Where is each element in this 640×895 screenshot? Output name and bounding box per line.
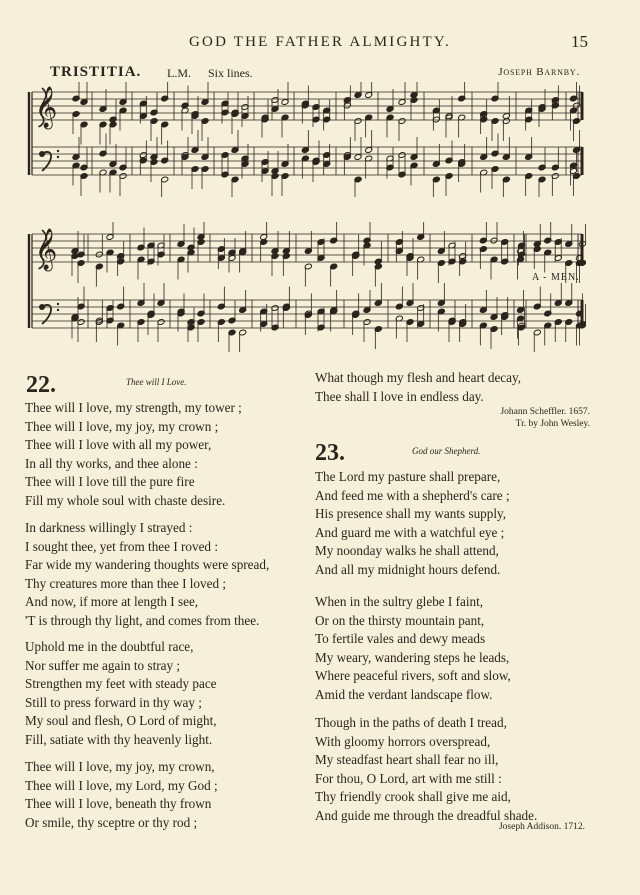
stanza: Thee will I love, my joy, my crown, Thee will I love, my Lord, my God ; Thee will I love, beneath thy frown Or smile, thy sceptre or thy rod ;: [25, 759, 218, 830]
stanza: Uphold me in the doubtful race, Nor suffer me again to stray ; Strengthen my feet with steady pace Still to press forward in thy way ; My soul and flesh, O Lord of might, Fill, satiate with thy heavenly light.: [25, 639, 217, 747]
tune-lines: Six lines.: [208, 66, 253, 80]
stanza: Thee will I love, my strength, my tower ; Thee will I love, my joy, my crown ; Thee will I love with all my power, In all thy works, and thee alone : Thee will I love till the pure fire Fill my whole soul with chaste desire.: [25, 400, 242, 508]
svg-text:𝄞: 𝄞: [36, 87, 58, 128]
hymn-number: 23.: [315, 440, 345, 466]
author-attribution: Johann Scheffler. 1657.: [500, 407, 590, 417]
stanza: When in the sultry glebe I faint, Or on the thirsty mountain pant, To fertile vales and dewy meads My weary, wandering steps he leads, Where peaceful rivers, soft and slow, Amid the verdant landscape flow.: [315, 594, 511, 702]
composer: Joseph Barnby.: [498, 66, 580, 78]
tune-name: TRISTITIA.: [50, 64, 142, 80]
hymn-title: Thee will I Love.: [126, 377, 187, 387]
amen-text: A - MEN.: [532, 272, 580, 283]
stanza: In darkness willingly I strayed : I sought thee, yet from thee I roved : Far wide my wandering thoughts were spread, Thy creatures more than thee I loved ; And now, if more at length I see, 'T is through thy light, and comes from thee.: [25, 520, 270, 628]
author-attribution: Joseph Addison. 1712.: [498, 822, 585, 832]
stanza: The Lord my pasture shall prepare, And feed me with a shepherd's care ; His presence shall my wants supply, And guard me with a watchful eye ; My noonday walks he shall attend, And all my midnight hours defend.: [315, 469, 510, 577]
tune-meter: L.M.: [167, 66, 191, 80]
hymn-title: God our Shepherd.: [412, 446, 481, 456]
running-head: GOD THE FATHER ALMIGHTY.: [189, 34, 451, 50]
music-system-1: [26, 82, 586, 197]
svg-text:𝄞: 𝄞: [36, 229, 58, 270]
page-number: 15: [571, 32, 588, 51]
stanza: Though in the paths of death I tread, With gloomy horrors overspread, My steadfast heart shall fear no ill, For thou, O Lord, art with me still : Thy friendly crook shall give me aid, And guide me through the dreadful shade.: [315, 715, 538, 823]
stanza: What though my flesh and heart decay, Thee shall I love in endless day.: [315, 370, 522, 404]
hymn-number: 22.: [26, 372, 56, 398]
music-system-2: [26, 222, 586, 352]
translator-attribution: Tr. by John Wesley.: [515, 419, 590, 429]
